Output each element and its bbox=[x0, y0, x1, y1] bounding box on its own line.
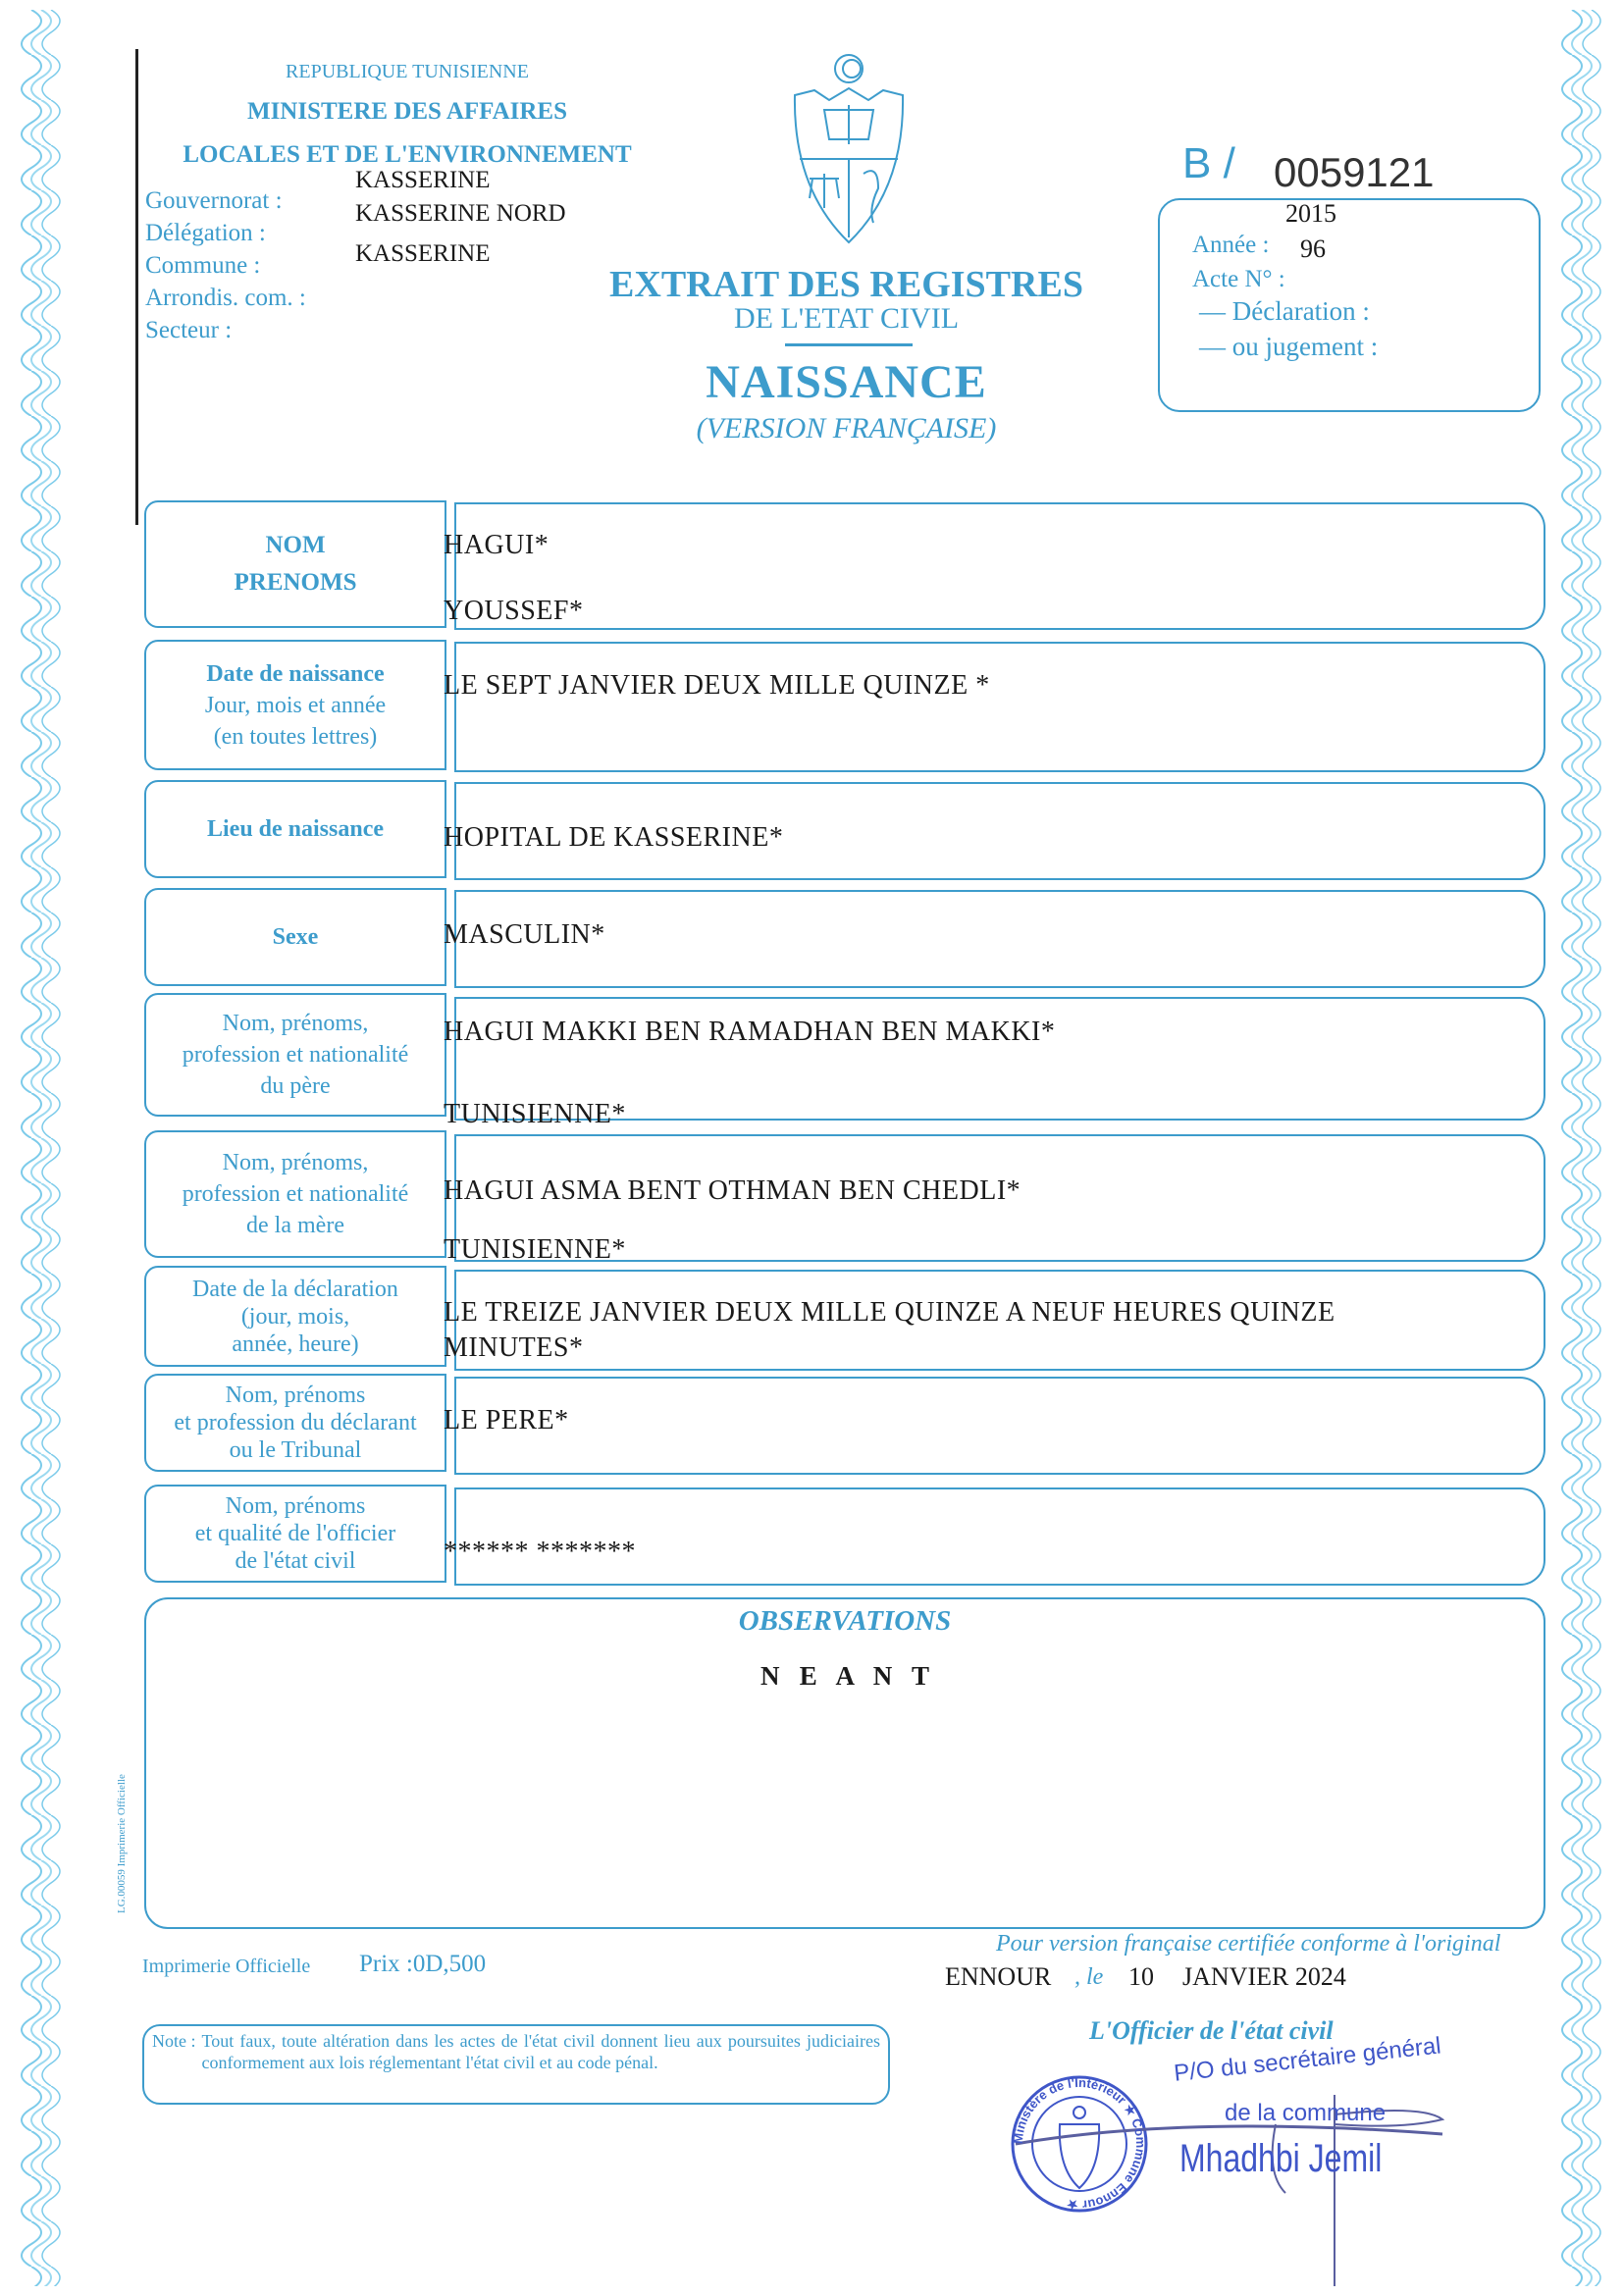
side-reference: LG.00059 Imprimerie Officielle bbox=[116, 1774, 128, 1913]
ministry-line1: MINISTERE DES AFFAIRES bbox=[246, 98, 567, 125]
stamp-ring-text: Ministère de l'Intérieur ★ Commune Ennour ★ bbox=[1011, 2074, 1149, 2214]
gouvernorat-value: KASSERINE bbox=[355, 167, 491, 193]
delegation-label: Délégation : bbox=[145, 220, 266, 246]
month-year-value: JANVIER 2024 bbox=[1182, 1962, 1346, 1991]
row-label: Nom, prénoms bbox=[225, 1383, 366, 1408]
observations-title: OBSERVATIONS bbox=[738, 1605, 952, 1637]
delegation-value: KASSERINE NORD bbox=[355, 200, 566, 227]
note-text: Tout faux, toute altération dans les actes de l'état civil donnent lieu aux poursuites judiciaires conformement aux lois réglementant l'état civil et au code pénal. bbox=[201, 2031, 880, 2072]
row-label: NOM bbox=[265, 532, 326, 558]
row-label: Nom, prénoms, bbox=[222, 1150, 369, 1175]
acte-label: Acte N° : bbox=[1192, 266, 1285, 292]
commune-label: Commune : bbox=[145, 252, 261, 279]
serial-number: 0059121 bbox=[1274, 149, 1435, 195]
row-label: (en toutes lettres) bbox=[213, 723, 378, 750]
row-label: de l'état civil bbox=[235, 1548, 356, 1574]
row-label: Jour, mois et année bbox=[204, 692, 387, 718]
margin-line bbox=[135, 49, 138, 525]
secteur-label: Secteur : bbox=[145, 317, 233, 343]
row-label: Date de naissance bbox=[206, 660, 385, 687]
printer-label: Imprimerie Officielle bbox=[142, 1956, 311, 1977]
lieu-naissance-value: HOPITAL DE KASSERINE* bbox=[444, 822, 784, 853]
row-label: Nom, prénoms, bbox=[222, 1011, 369, 1036]
decorative-border-left bbox=[12, 10, 73, 2286]
row-label: Sexe bbox=[272, 924, 319, 950]
acte-number-value: 96 bbox=[1300, 235, 1326, 263]
version-label: (VERSION FRANÇAISE) bbox=[696, 412, 997, 444]
le-label: , le bbox=[1074, 1964, 1104, 1990]
day-value: 10 bbox=[1128, 1962, 1154, 1991]
date-declaration-value: LE TREIZE JANVIER DEUX MILLE QUINZE A NEUF HEURES QUINZE bbox=[444, 1297, 1335, 1328]
commune-value: KASSERINE bbox=[355, 240, 491, 267]
signature-line1: P/O du secrétaire général bbox=[1173, 2032, 1442, 2087]
row-label: et qualité de l'officier bbox=[194, 1521, 396, 1546]
signature-line2: de la commune bbox=[1225, 2100, 1387, 2126]
nom-value: HAGUI* bbox=[444, 530, 550, 560]
officer-title: L'Officier de l'état civil bbox=[1089, 2016, 1334, 2045]
tunisia-coat-of-arms-icon bbox=[785, 51, 913, 247]
observations-text: N E A N T bbox=[759, 1661, 930, 1691]
row-label: et profession du déclarant bbox=[174, 1410, 417, 1435]
decorative-border-right bbox=[1552, 10, 1613, 2286]
note-label: Note : bbox=[152, 2031, 196, 2051]
arrondissement-label: Arrondis. com. : bbox=[145, 285, 306, 311]
title-line1: EXTRAIT DES REGISTRES bbox=[609, 264, 1083, 305]
row-label: Lieu de naissance bbox=[206, 816, 385, 842]
mere-name-value: HAGUI ASMA BENT OTHMAN BEN CHEDLI* bbox=[444, 1175, 1021, 1206]
mere-nationality-value: TUNISIENNE* bbox=[444, 1234, 626, 1265]
document-type: NAISSANCE bbox=[706, 356, 987, 408]
sexe-value: MASCULIN* bbox=[444, 919, 605, 950]
pere-nationality-value: TUNISIENNE* bbox=[444, 1099, 626, 1129]
pere-name-value: HAGUI MAKKI BEN RAMADHAN BEN MAKKI* bbox=[444, 1017, 1056, 1047]
row-label: Nom, prénoms bbox=[225, 1493, 366, 1519]
row-label: (jour, mois, bbox=[240, 1303, 350, 1330]
observations-box bbox=[144, 1597, 1545, 1929]
row-label: profession et nationalité bbox=[182, 1181, 409, 1207]
row-label: profession et nationalité bbox=[182, 1042, 409, 1068]
republic-label: REPUBLIQUE TUNISIENNE bbox=[286, 61, 529, 82]
row-label: Date de la déclaration bbox=[192, 1276, 398, 1302]
signature-name: Mhadhbi Jemil bbox=[1179, 2137, 1383, 2180]
jugement-label: — ou jugement : bbox=[1199, 332, 1379, 361]
row-label: de la mère bbox=[246, 1213, 344, 1238]
certified-text: Pour version française certifiée conforme à l'original bbox=[996, 1931, 1501, 1957]
row-label: du père bbox=[260, 1073, 331, 1099]
prenoms-value: YOUSSEF* bbox=[444, 596, 584, 626]
note-box bbox=[142, 2024, 890, 2105]
annee-label: Année : bbox=[1192, 232, 1270, 258]
date-naissance-value: LE SEPT JANVIER DEUX MILLE QUINZE * bbox=[444, 670, 990, 701]
serial-prefix: B / bbox=[1182, 139, 1235, 187]
title-underline bbox=[785, 343, 913, 346]
place-value: ENNOUR bbox=[945, 1962, 1052, 1991]
row-label: ou le Tribunal bbox=[229, 1437, 362, 1463]
ministry-line2: LOCALES ET DE L'ENVIRONNEMENT bbox=[183, 141, 632, 168]
officier-value: ****** ******* bbox=[444, 1537, 636, 1567]
acte-year-value: 2015 bbox=[1285, 199, 1336, 228]
title-line2: DE L'ETAT CIVIL bbox=[733, 302, 960, 335]
row-label: année, heure) bbox=[232, 1331, 359, 1357]
price-label: Prix :0D,500 bbox=[359, 1951, 487, 1977]
row-label: PRENOMS bbox=[234, 569, 357, 596]
gouvernorat-label: Gouvernorat : bbox=[145, 187, 283, 214]
declarant-value: LE PERE* bbox=[444, 1405, 569, 1435]
date-declaration-value-cont: MINUTES* bbox=[444, 1332, 584, 1363]
declaration-label: — Déclaration : bbox=[1199, 296, 1370, 326]
